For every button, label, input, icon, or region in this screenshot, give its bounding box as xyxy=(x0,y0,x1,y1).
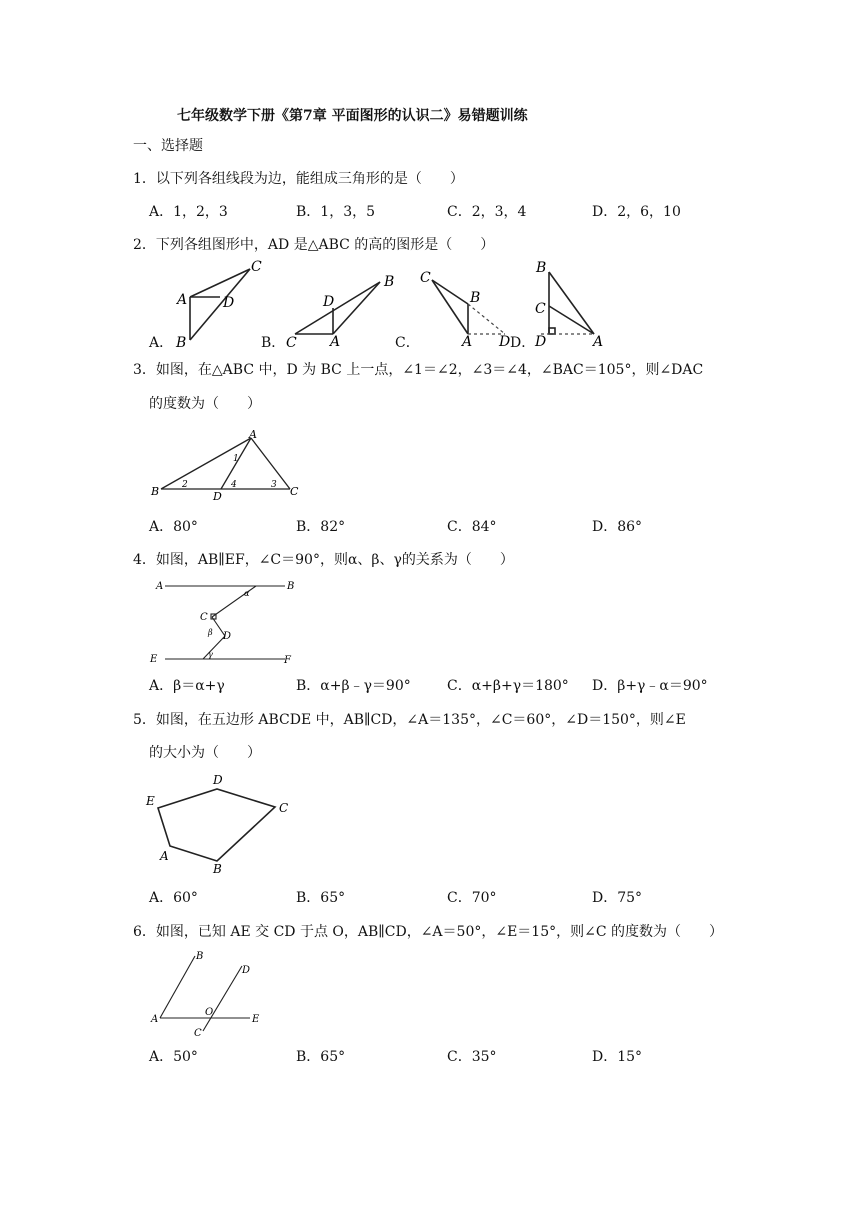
q1-option-c[interactable]: C．2，3，4 xyxy=(447,204,527,220)
q2c-label-c: C xyxy=(420,270,431,286)
question-6-stem: 6．如图，已知 AE 交 CD 于点 O，AB∥CD，∠A＝50°，∠E＝15°，则∠C 的度数为（ ） xyxy=(133,924,724,940)
question-4-stem: 4．如图，AB∥EF，∠C＝90°，则α、β、γ的关系为（ ） xyxy=(133,552,514,568)
q2c-label-d: D xyxy=(499,334,511,350)
q3-label-c: C xyxy=(290,485,299,498)
q2b-label-a: A xyxy=(330,334,341,350)
q5-option-a[interactable]: A．60° xyxy=(149,890,198,906)
q4-option-c[interactable]: C．α+β+γ＝180° xyxy=(447,678,569,694)
q1-option-a[interactable]: A．1，2，3 xyxy=(149,204,228,220)
q1-option-b[interactable]: B．1，3，5 xyxy=(296,204,376,220)
q6-label-b: B xyxy=(196,951,204,962)
q2d-label-a: A xyxy=(593,334,604,350)
q4-angle-gamma: γ xyxy=(208,650,213,659)
q3-option-c[interactable]: C．84° xyxy=(447,519,497,535)
q3-option-d[interactable]: D．86° xyxy=(592,519,643,535)
q3-label-a: A xyxy=(249,428,257,441)
q2-figure-c xyxy=(415,264,525,348)
q5-label-e: E xyxy=(146,794,155,808)
q2b-label-b: B xyxy=(384,274,395,290)
question-1-stem: 1．以下列各组线段为边，能组成三角形的是（ ） xyxy=(133,171,464,187)
q2c-label-a: A xyxy=(462,334,473,350)
q2a-label-b: B xyxy=(176,335,187,351)
q5-figure-pentagon xyxy=(140,770,300,878)
q5-option-c[interactable]: C．70° xyxy=(447,890,497,906)
q2d-label-c: C xyxy=(535,301,546,317)
question-5-stem-line1: 5．如图，在五边形 ABCDE 中，AB∥CD，∠A＝135°，∠C＝60°，∠D＝150°，则∠E xyxy=(133,712,686,728)
q6-label-o: O xyxy=(205,1007,214,1018)
q3-angle-4: 4 xyxy=(231,480,237,490)
q4-label-a: A xyxy=(156,581,164,592)
q4-label-f: F xyxy=(284,655,291,666)
q2-figure-d xyxy=(525,258,615,348)
question-2-stem: 2．下列各组图形中，AD 是△ABC 的高的图形是（ ） xyxy=(133,237,495,253)
q3-angle-3: 3 xyxy=(271,480,277,490)
q2b-label-c: C xyxy=(286,335,297,351)
q2-figure-b xyxy=(280,264,400,351)
question-3-stem-line2: 的度数为（ ） xyxy=(149,396,261,412)
q4-label-c: C xyxy=(200,612,208,623)
q3-option-a[interactable]: A．80° xyxy=(149,519,198,535)
q5-option-d[interactable]: D．75° xyxy=(592,890,643,906)
q5-label-c: C xyxy=(279,801,289,815)
q4-option-a[interactable]: A．β＝α+γ xyxy=(149,678,225,694)
q3-option-b[interactable]: B．82° xyxy=(296,519,346,535)
q6-option-a[interactable]: A．50° xyxy=(149,1049,198,1065)
q2a-label-d: D xyxy=(223,295,235,311)
q2b-label-d: D xyxy=(323,294,335,310)
q3-label-b: B xyxy=(151,485,160,498)
q2-option-d[interactable]: D． xyxy=(510,335,536,351)
q2a-label-a: A xyxy=(177,292,188,308)
q4-label-e: E xyxy=(150,654,158,665)
q6-option-d[interactable]: D．15° xyxy=(592,1049,643,1065)
q2c-label-b: B xyxy=(470,290,481,306)
q4-label-d: D xyxy=(223,631,232,642)
q6-label-c: C xyxy=(194,1028,202,1039)
q5-option-b[interactable]: B．65° xyxy=(296,890,346,906)
q4-figure-parallel xyxy=(145,576,305,668)
q2-option-c[interactable]: C． xyxy=(395,335,420,351)
q2d-label-b: B xyxy=(536,260,547,276)
q2-figure-a xyxy=(160,256,270,351)
q1-option-d[interactable]: D．2，6，10 xyxy=(592,204,681,220)
q4-label-b: B xyxy=(287,581,295,592)
q6-option-c[interactable]: C．35° xyxy=(447,1049,497,1065)
q4-option-d[interactable]: D．β+γ﹣α＝90° xyxy=(592,678,708,694)
q5-label-d: D xyxy=(213,773,223,787)
q2-option-a[interactable]: A． xyxy=(149,335,174,351)
q2-option-b[interactable]: B． xyxy=(261,335,286,351)
q4-angle-alpha: α xyxy=(244,589,250,598)
q3-label-d: D xyxy=(213,490,222,503)
q4-option-b[interactable]: B．α+β﹣γ＝90° xyxy=(296,678,411,694)
q6-label-a: A xyxy=(151,1014,159,1025)
question-3-stem-line1: 3．如图，在△ABC 中，D 为 BC 上一点，∠1＝∠2，∠3＝∠4，∠BAC＝105°，则∠DAC xyxy=(133,362,704,378)
q3-figure-triangle xyxy=(145,426,315,502)
question-5-stem-line2: 的大小为（ ） xyxy=(149,745,261,761)
q4-angle-beta: β xyxy=(208,628,213,637)
q6-figure-lines xyxy=(145,948,275,1040)
q5-label-a: A xyxy=(160,849,169,863)
q2d-label-d: D xyxy=(535,334,547,350)
section-heading: 一、选择题 xyxy=(133,138,203,154)
q6-label-e: E xyxy=(252,1014,260,1025)
q5-label-b: B xyxy=(213,862,222,876)
q3-angle-1: 1 xyxy=(233,454,239,464)
q3-angle-2: 2 xyxy=(182,480,188,490)
q6-label-d: D xyxy=(242,965,251,976)
q6-option-b[interactable]: B．65° xyxy=(296,1049,346,1065)
page-title: 七年级数学下册《第7章 平面图形的认识二》易错题训练 xyxy=(177,108,528,124)
q2a-label-c: C xyxy=(251,259,262,275)
